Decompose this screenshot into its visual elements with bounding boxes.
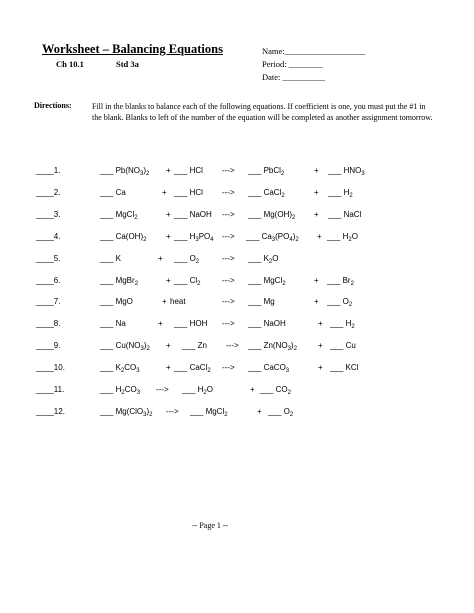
page-footer: -- Page 1 -- (192, 521, 229, 530)
reactant-1: ___ MgCl$_2$ (100, 209, 138, 221)
reaction-arrow: ---> (222, 319, 235, 329)
reaction-arrow: ---> (166, 406, 179, 416)
reactant-1: ___ Ca (100, 187, 126, 197)
plus-sign: + (166, 231, 171, 241)
plus-sign: + (314, 187, 319, 197)
plus-sign: + (314, 209, 319, 219)
reactant-2: ___ CaCl$_2$ (174, 363, 211, 375)
plus-sign: + (166, 341, 171, 351)
plus-sign: + (317, 231, 322, 241)
directions-label: Directions: (34, 101, 72, 110)
product-2: ___ $HNO_3$ (328, 166, 365, 177)
equation-number: ____12. (36, 406, 65, 416)
product-2: ___ $O_2$ (327, 297, 353, 309)
product-1: ___ CaCl$_2$ (248, 187, 285, 199)
plus-sign: + (250, 385, 255, 394)
plus-sign: + (318, 319, 323, 329)
reactant-1: ___ $Pb(NO_3)_2$ (100, 166, 150, 177)
reaction-arrow: ---> (226, 341, 239, 351)
reactant-2: ___ $Cl_2$ (174, 275, 201, 287)
product-2: ___ $CO_2$ (260, 385, 291, 396)
name-field[interactable]: Name:___________________ (262, 46, 366, 56)
plus-sign: + (166, 166, 171, 175)
product-1: ___ Mg (248, 297, 275, 307)
reaction-arrow: ---> (222, 253, 235, 263)
plus-sign: + (314, 297, 319, 307)
reaction-arrow: ---> (156, 385, 169, 394)
product-1: ___ NaOH (248, 319, 286, 329)
plus-sign: + (162, 297, 167, 307)
equation-number: ____5. (36, 253, 61, 263)
plus-sign: + (166, 363, 171, 373)
product-1: ___ $Zn(NO_3)_2$ (248, 341, 297, 353)
period-field[interactable]: Period: ________ (262, 59, 323, 69)
reactant-1: ___ $Ca(OH)_2$ (100, 231, 147, 243)
reactant-2: ___ HCl (174, 166, 203, 175)
reaction-arrow: ---> (222, 166, 235, 175)
reactant-2: ___ NaOH (174, 209, 212, 219)
equation-number: ____3. (36, 209, 61, 219)
reactant-2: ___ $O_2$ (174, 253, 200, 265)
plus-sign: + (314, 275, 319, 285)
reaction-arrow: ---> (222, 209, 235, 219)
product-2: ___ $Br_2$ (327, 275, 354, 287)
product-1: ___ MgCl$_2$ (190, 406, 228, 418)
date-field[interactable]: Date: __________ (262, 72, 326, 82)
product-2: ___ $H_2O$ (327, 231, 358, 243)
reactant-2: ___ HCl (174, 187, 203, 197)
product-2: ___ KCl (330, 363, 359, 373)
product-1: ___ CaCO$_3$ (248, 363, 290, 375)
product-2: ___ $O_2$ (268, 406, 294, 418)
plus-sign: + (257, 406, 262, 416)
plus-sign: + (318, 341, 323, 351)
equation-number: ____4. (36, 231, 61, 241)
standard-label: Std 3a (116, 59, 139, 69)
plus-sign: + (318, 363, 323, 373)
reactant-1: ___ $K_2CO_3$ (100, 363, 140, 375)
reactant-1: ___ K (100, 253, 121, 263)
reactant-1: ___ $H_2CO_3$ (100, 385, 141, 396)
product-2: ___ $H_2$ (330, 319, 355, 331)
reactant-1: ___ Na (100, 319, 126, 329)
reactant-1: ___ $Mg(ClO_3)_2$ (100, 406, 153, 418)
equation-number: ____6. (36, 275, 61, 285)
equation-number: ____11. (36, 385, 65, 394)
reaction-arrow: ---> (222, 363, 235, 373)
reactant-2: heat (170, 297, 186, 307)
plus-sign: + (162, 187, 167, 197)
plus-sign: + (314, 166, 319, 175)
reactant-1: ___ $Cu(NO_3)_2$ (100, 341, 150, 353)
reaction-arrow: ---> (222, 187, 235, 197)
equation-number: ____9. (36, 341, 61, 351)
equation-number: ____8. (36, 319, 61, 329)
equation-number: ____7. (36, 297, 61, 307)
product-2: ___ Cu (330, 341, 356, 351)
product-1: ___ PbCl$_2$ (248, 166, 285, 177)
reactant-2: ___ HOH (174, 319, 208, 329)
product-1: ___ $H_2O$ (182, 385, 213, 396)
reaction-arrow: ---> (222, 231, 235, 241)
chapter-label: Ch 10.1 (56, 59, 84, 69)
product-1: ___ MgCl$_2$ (248, 275, 286, 287)
product-2: ___ NaCl (328, 209, 362, 219)
equation-number: ____10. (36, 363, 65, 373)
reaction-arrow: ---> (222, 297, 235, 307)
worksheet-title: Worksheet – Balancing Equations (42, 42, 223, 56)
reactant-1: ___ MgO (100, 297, 133, 307)
plus-sign: + (158, 319, 163, 329)
reaction-arrow: ---> (222, 275, 235, 285)
reactant-1: ___ MgBr$_2$ (100, 275, 139, 287)
product-1: ___ $K_2O$ (248, 253, 279, 265)
equation-number: ____1. (36, 166, 61, 175)
plus-sign: + (166, 209, 171, 219)
directions-text: Fill in the blanks to balance each of the following equations. If coefficient is one, you must put the #1 in the blank. Blanks to left of the number of the equation will be completed as another assignment tomorrow. (92, 102, 433, 122)
product-1: ___ $Ca_3(PO_4)_2$ (246, 231, 299, 243)
equation-number: ____2. (36, 187, 61, 197)
reactant-2: ___ $H_3PO_4$ (174, 231, 214, 243)
plus-sign: + (158, 253, 163, 263)
reactant-2: ___ Zn (182, 341, 207, 351)
product-2: ___ $H_2$ (328, 187, 353, 199)
plus-sign: + (166, 275, 171, 285)
product-1: ___ $Mg(OH)_2$ (248, 209, 296, 221)
